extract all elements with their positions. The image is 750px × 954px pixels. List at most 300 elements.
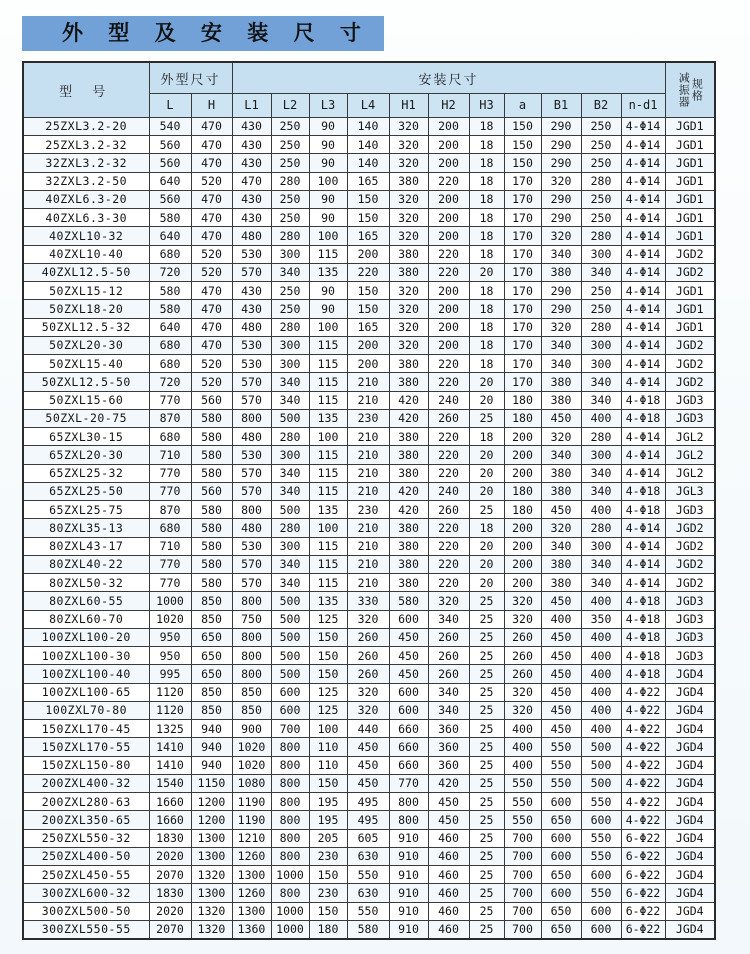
value-cell: 420: [389, 501, 428, 519]
value-cell: 115: [309, 336, 347, 354]
table-row: [23, 172, 715, 190]
value-cell: 1020: [232, 738, 271, 756]
value-cell: 910: [389, 866, 428, 884]
value-cell: 470: [191, 300, 232, 318]
value-cell: 180: [504, 501, 541, 519]
col-header-install-dims: 安装尺寸: [232, 62, 665, 93]
value-cell: 550: [581, 884, 621, 902]
value-cell: 470: [232, 172, 271, 190]
value-cell: 140: [347, 154, 389, 172]
value-cell: 200: [504, 519, 541, 537]
col-header-b1: B1: [541, 93, 581, 117]
value-cell: 530: [232, 336, 271, 354]
col-header-h2: H2: [428, 93, 469, 117]
table-row: [23, 920, 715, 938]
value-cell: 320: [389, 117, 428, 135]
value-cell: 18: [469, 355, 504, 373]
value-cell: 800: [271, 756, 309, 774]
model-cell: 65ZXL20-30: [23, 446, 149, 464]
value-cell: 1410: [149, 738, 191, 756]
value-cell: 400: [504, 738, 541, 756]
value-cell: 180: [504, 391, 541, 409]
value-cell: 115: [309, 391, 347, 409]
value-cell: 580: [191, 574, 232, 592]
value-cell: 1210: [232, 829, 271, 847]
value-cell: 570: [232, 464, 271, 482]
value-cell: 470: [191, 136, 232, 154]
value-cell: 150: [309, 902, 347, 920]
value-cell: 110: [309, 756, 347, 774]
value-cell: 4-Φ18: [621, 592, 665, 610]
value-cell: 910: [389, 902, 428, 920]
value-cell: JGD2: [665, 245, 715, 263]
value-cell: 600: [581, 866, 621, 884]
value-cell: 260: [428, 628, 469, 646]
value-cell: 300: [271, 537, 309, 555]
value-cell: 400: [504, 756, 541, 774]
value-cell: 4-Φ14: [621, 245, 665, 263]
value-cell: 430: [232, 190, 271, 208]
value-cell: 25: [469, 592, 504, 610]
value-cell: 4-Φ14: [621, 227, 665, 245]
table-row: [23, 592, 715, 610]
value-cell: 90: [309, 209, 347, 227]
value-cell: 480: [232, 318, 271, 336]
value-cell: 4-Φ14: [621, 282, 665, 300]
table-row: [23, 136, 715, 154]
value-cell: 450: [541, 701, 581, 719]
value-cell: 195: [309, 811, 347, 829]
value-cell: 680: [149, 355, 191, 373]
value-cell: 580: [191, 537, 232, 555]
value-cell: 100: [309, 519, 347, 537]
value-cell: 380: [541, 482, 581, 500]
value-cell: 260: [347, 628, 389, 646]
value-cell: 630: [347, 847, 389, 865]
value-cell: 910: [389, 829, 428, 847]
value-cell: 290: [541, 190, 581, 208]
value-cell: 210: [347, 519, 389, 537]
value-cell: 20: [469, 537, 504, 555]
value-cell: 320: [541, 519, 581, 537]
col-header-a: a: [504, 93, 541, 117]
table-row: [23, 336, 715, 354]
value-cell: 170: [504, 263, 541, 281]
value-cell: 320: [504, 610, 541, 628]
value-cell: JGD4: [665, 811, 715, 829]
value-cell: 320: [389, 190, 428, 208]
value-cell: JGD1: [665, 190, 715, 208]
value-cell: 320: [504, 592, 541, 610]
value-cell: JGD4: [665, 847, 715, 865]
value-cell: 90: [309, 282, 347, 300]
value-cell: 500: [581, 774, 621, 792]
value-cell: 6-Φ22: [621, 847, 665, 865]
value-cell: 135: [309, 592, 347, 610]
value-cell: 290: [541, 117, 581, 135]
value-cell: JGD1: [665, 172, 715, 190]
value-cell: 800: [232, 647, 271, 665]
value-cell: JGD1: [665, 117, 715, 135]
value-cell: 950: [149, 628, 191, 646]
value-cell: 115: [309, 537, 347, 555]
value-cell: 250: [271, 136, 309, 154]
value-cell: 520: [191, 245, 232, 263]
value-cell: 360: [428, 756, 469, 774]
value-cell: 2020: [149, 902, 191, 920]
value-cell: 870: [149, 409, 191, 427]
value-cell: 320: [541, 318, 581, 336]
value-cell: JGD4: [665, 683, 715, 701]
value-cell: 870: [149, 501, 191, 519]
value-cell: 1660: [149, 811, 191, 829]
value-cell: 650: [541, 811, 581, 829]
value-cell: 320: [389, 209, 428, 227]
value-cell: 18: [469, 172, 504, 190]
value-cell: 570: [232, 263, 271, 281]
value-cell: 770: [149, 574, 191, 592]
value-cell: 550: [504, 811, 541, 829]
value-cell: 600: [581, 902, 621, 920]
value-cell: 430: [232, 117, 271, 135]
value-cell: 1120: [149, 701, 191, 719]
value-cell: 4-Φ14: [621, 172, 665, 190]
model-cell: 200ZXL350-65: [23, 811, 149, 829]
model-cell: 50ZXL15-60: [23, 391, 149, 409]
value-cell: 240: [428, 482, 469, 500]
value-cell: 550: [581, 847, 621, 865]
value-cell: JGD3: [665, 628, 715, 646]
value-cell: 18: [469, 209, 504, 227]
value-cell: 25: [469, 738, 504, 756]
value-cell: 6-Φ22: [621, 920, 665, 938]
value-cell: 800: [271, 738, 309, 756]
value-cell: 580: [389, 592, 428, 610]
table-body: [23, 117, 715, 938]
value-cell: 650: [541, 920, 581, 938]
value-cell: 710: [149, 537, 191, 555]
value-cell: 340: [541, 245, 581, 263]
value-cell: 90: [309, 117, 347, 135]
value-cell: JGD4: [665, 793, 715, 811]
value-cell: 800: [271, 829, 309, 847]
value-cell: 660: [389, 756, 428, 774]
value-cell: 360: [428, 720, 469, 738]
value-cell: 570: [232, 574, 271, 592]
table-row: [23, 574, 715, 592]
value-cell: 580: [191, 555, 232, 573]
value-cell: 115: [309, 373, 347, 391]
value-cell: 90: [309, 136, 347, 154]
value-cell: 100: [309, 227, 347, 245]
value-cell: 550: [504, 793, 541, 811]
model-cell: 65ZXL30-15: [23, 428, 149, 446]
value-cell: 20: [469, 555, 504, 573]
value-cell: 115: [309, 574, 347, 592]
value-cell: 530: [232, 446, 271, 464]
value-cell: 350: [581, 610, 621, 628]
value-cell: 380: [541, 574, 581, 592]
value-cell: 340: [271, 574, 309, 592]
model-cell: 80ZXL60-70: [23, 610, 149, 628]
col-header-l2: L2: [271, 93, 309, 117]
value-cell: 770: [149, 555, 191, 573]
value-cell: 600: [389, 610, 428, 628]
value-cell: 600: [271, 683, 309, 701]
value-cell: 220: [428, 172, 469, 190]
value-cell: 420: [389, 482, 428, 500]
value-cell: 530: [232, 355, 271, 373]
value-cell: 495: [347, 811, 389, 829]
value-cell: 90: [309, 154, 347, 172]
value-cell: 280: [581, 428, 621, 446]
value-cell: 580: [149, 282, 191, 300]
value-cell: 280: [271, 428, 309, 446]
value-cell: JGD4: [665, 701, 715, 719]
value-cell: 550: [541, 738, 581, 756]
value-cell: 200: [347, 355, 389, 373]
value-cell: 140: [347, 117, 389, 135]
value-cell: 1000: [271, 866, 309, 884]
value-cell: 380: [541, 391, 581, 409]
value-cell: 800: [271, 884, 309, 902]
value-cell: 220: [428, 373, 469, 391]
value-cell: 230: [347, 409, 389, 427]
value-cell: 800: [271, 811, 309, 829]
value-cell: 500: [271, 409, 309, 427]
value-cell: 470: [191, 154, 232, 172]
table-row: [23, 902, 715, 920]
value-cell: 450: [347, 738, 389, 756]
value-cell: 1000: [149, 592, 191, 610]
value-cell: 900: [232, 720, 271, 738]
model-cell: 250ZXL400-50: [23, 847, 149, 865]
value-cell: 470: [191, 318, 232, 336]
value-cell: 165: [347, 318, 389, 336]
value-cell: 450: [541, 683, 581, 701]
value-cell: 180: [504, 482, 541, 500]
value-cell: 300: [581, 446, 621, 464]
value-cell: JGD2: [665, 355, 715, 373]
value-cell: 18: [469, 519, 504, 537]
value-cell: 210: [347, 537, 389, 555]
value-cell: 450: [389, 665, 428, 683]
value-cell: 450: [541, 665, 581, 683]
value-cell: 680: [149, 336, 191, 354]
page-title: 外 型 及 安 装 尺 寸: [22, 16, 384, 51]
model-cell: 80ZXL35-13: [23, 519, 149, 537]
value-cell: 170: [504, 300, 541, 318]
value-cell: 420: [389, 391, 428, 409]
value-cell: 4-Φ18: [621, 391, 665, 409]
value-cell: 340: [541, 537, 581, 555]
table-row: [23, 665, 715, 683]
value-cell: 380: [389, 574, 428, 592]
value-cell: 4-Φ14: [621, 300, 665, 318]
value-cell: JGD2: [665, 537, 715, 555]
value-cell: 25: [469, 829, 504, 847]
value-cell: 1260: [232, 847, 271, 865]
value-cell: 4-Φ14: [621, 117, 665, 135]
value-cell: 100: [309, 318, 347, 336]
value-cell: 280: [581, 172, 621, 190]
value-cell: 550: [504, 774, 541, 792]
value-cell: 340: [428, 701, 469, 719]
value-cell: 550: [347, 866, 389, 884]
damper-spec-label: [666, 72, 715, 108]
value-cell: 380: [389, 172, 428, 190]
value-cell: 770: [149, 464, 191, 482]
model-cell: 50ZXL12.5-32: [23, 318, 149, 336]
value-cell: 450: [347, 774, 389, 792]
value-cell: 700: [271, 720, 309, 738]
value-cell: 770: [149, 482, 191, 500]
value-cell: 650: [541, 866, 581, 884]
value-cell: 260: [504, 665, 541, 683]
value-cell: 720: [149, 373, 191, 391]
value-cell: 170: [504, 227, 541, 245]
value-cell: 520: [191, 355, 232, 373]
value-cell: 380: [389, 446, 428, 464]
value-cell: 1260: [232, 884, 271, 902]
value-cell: 500: [271, 501, 309, 519]
value-cell: JGD1: [665, 154, 715, 172]
value-cell: 300: [581, 336, 621, 354]
value-cell: 115: [309, 355, 347, 373]
table-header: [23, 62, 715, 117]
value-cell: 450: [541, 628, 581, 646]
value-cell: 380: [541, 464, 581, 482]
value-cell: 460: [428, 829, 469, 847]
value-cell: 1020: [149, 610, 191, 628]
model-cell: 50ZXL-20-75: [23, 409, 149, 427]
value-cell: 25: [469, 774, 504, 792]
value-cell: 580: [191, 428, 232, 446]
value-cell: 18: [469, 428, 504, 446]
value-cell: 260: [347, 647, 389, 665]
value-cell: 400: [541, 610, 581, 628]
value-cell: JGD4: [665, 829, 715, 847]
value-cell: 18: [469, 318, 504, 336]
value-cell: 2070: [149, 920, 191, 938]
value-cell: 4-Φ22: [621, 774, 665, 792]
value-cell: 450: [389, 647, 428, 665]
value-cell: 340: [428, 610, 469, 628]
model-cell: 100ZXL100-65: [23, 683, 149, 701]
value-cell: 300: [271, 446, 309, 464]
table-row: [23, 428, 715, 446]
col-header-model: 型 号: [23, 62, 149, 117]
model-cell: 80ZXL60-55: [23, 592, 149, 610]
value-cell: 110: [309, 738, 347, 756]
value-cell: 800: [232, 665, 271, 683]
value-cell: JGD1: [665, 136, 715, 154]
value-cell: 380: [389, 428, 428, 446]
value-cell: 560: [149, 190, 191, 208]
value-cell: 18: [469, 136, 504, 154]
value-cell: 1300: [191, 847, 232, 865]
model-cell: 200ZXL280-63: [23, 793, 149, 811]
value-cell: 150: [347, 209, 389, 227]
value-cell: 680: [149, 519, 191, 537]
value-cell: 195: [309, 793, 347, 811]
value-cell: 320: [389, 154, 428, 172]
value-cell: 150: [504, 136, 541, 154]
value-cell: 165: [347, 227, 389, 245]
value-cell: 4-Φ14: [621, 373, 665, 391]
value-cell: 115: [309, 245, 347, 263]
value-cell: 460: [428, 866, 469, 884]
value-cell: 4-Φ14: [621, 574, 665, 592]
value-cell: 4-Φ14: [621, 537, 665, 555]
value-cell: 340: [271, 555, 309, 573]
model-cell: 300ZXL600-32: [23, 884, 149, 902]
value-cell: 1000: [271, 920, 309, 938]
value-cell: 210: [347, 574, 389, 592]
value-cell: 170: [504, 190, 541, 208]
value-cell: 200: [504, 555, 541, 573]
value-cell: 680: [149, 245, 191, 263]
value-cell: 600: [389, 683, 428, 701]
value-cell: 320: [541, 428, 581, 446]
value-cell: 4-Φ18: [621, 647, 665, 665]
value-cell: 125: [309, 683, 347, 701]
value-cell: 380: [389, 537, 428, 555]
table-row: [23, 501, 715, 519]
value-cell: 200: [428, 190, 469, 208]
value-cell: 4-Φ18: [621, 665, 665, 683]
value-cell: 250: [581, 154, 621, 172]
value-cell: 200: [428, 282, 469, 300]
value-cell: 530: [232, 537, 271, 555]
value-cell: 20: [469, 446, 504, 464]
value-cell: 4-Φ22: [621, 683, 665, 701]
value-cell: 4-Φ14: [621, 136, 665, 154]
value-cell: 340: [271, 482, 309, 500]
value-cell: 600: [581, 811, 621, 829]
value-cell: 340: [581, 391, 621, 409]
value-cell: 200: [504, 428, 541, 446]
value-cell: JGD1: [665, 282, 715, 300]
value-cell: JGD4: [665, 665, 715, 683]
value-cell: 380: [389, 464, 428, 482]
value-cell: 260: [428, 409, 469, 427]
value-cell: 300: [271, 245, 309, 263]
value-cell: 380: [389, 263, 428, 281]
value-cell: JGD2: [665, 336, 715, 354]
value-cell: 25: [469, 683, 504, 701]
value-cell: 630: [347, 884, 389, 902]
table-row: [23, 829, 715, 847]
model-cell: 100ZXL100-40: [23, 665, 149, 683]
value-cell: 605: [347, 829, 389, 847]
table-row: [23, 190, 715, 208]
value-cell: 20: [469, 464, 504, 482]
value-cell: 290: [541, 209, 581, 227]
value-cell: 6-Φ22: [621, 902, 665, 920]
value-cell: JGD1: [665, 227, 715, 245]
value-cell: 180: [504, 409, 541, 427]
value-cell: 135: [309, 501, 347, 519]
value-cell: 360: [428, 738, 469, 756]
value-cell: 950: [149, 647, 191, 665]
value-cell: 850: [232, 683, 271, 701]
value-cell: 500: [271, 647, 309, 665]
value-cell: JGD3: [665, 610, 715, 628]
value-cell: 18: [469, 282, 504, 300]
value-cell: 2070: [149, 866, 191, 884]
value-cell: 230: [347, 501, 389, 519]
